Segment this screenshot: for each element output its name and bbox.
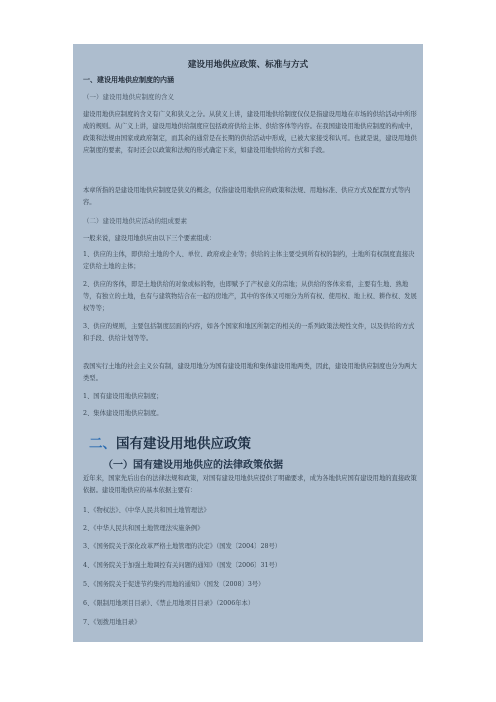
section2-heading bbox=[89, 432, 251, 452]
element-item-3: 3、供应的规则，主要包括制度层面的内容，如各个国家和地区所制定的相关的一系列政策法规性文件，以及供给的方式和手段、供给计划等等。 bbox=[83, 323, 415, 343]
paragraph-3: 一般来说，建设用地供应由以下三个要素组成： bbox=[83, 235, 216, 242]
law-item: 5、《国务院关于促进节约集约用地的通知》（国发〔2008〕3号） bbox=[83, 581, 265, 588]
law-item: 7、《划拨用地目录》 bbox=[83, 619, 141, 626]
element-item-1: 1、供应的主体，即供给土地的个人、单位、政府或企业等；供给的主体主要受到所有权的制约，土地所有权制度直接决定供给土地的主体； bbox=[83, 251, 415, 271]
type-item-2: 2、集体建设用地供应制度。 bbox=[83, 410, 163, 417]
paragraph-5: 近年来，国家先后出台的法律法规和政策，对国有建设用地供应提供了明确要求，成为各地供应国有建设用地的直接政策依据。建设用地供应的基本依据主要有： bbox=[83, 475, 417, 495]
document-title: 建设用地供应政策、标准与方式 bbox=[187, 60, 309, 70]
paragraph-2: 本章所指的是建设用地供应制度是狭义的概念，仅指建设用地供应的政策和法规、用地标准、供应方式及配置方式等内容。 bbox=[83, 187, 411, 207]
law-item: 1、《物权法》、《中华人民共和国土地管理法》 bbox=[83, 507, 210, 514]
subsection1-heading: （一）建设用地供应制度的含义 bbox=[83, 93, 174, 101]
paragraph-4: 我国实行土地的社会主义公有制，建设用地分为国有建设用地和集体建设用地两类，因此，建设用地供应制度也分为两大类型。 bbox=[83, 363, 417, 383]
element-item-2: 2、供应的客体，即是土地供给的对象或标的物，也即赋予了产权意义的宗地；从供给的客体来看，主要有生地、熟地等，有独立的土地，也有与建筑物结合在一起的房地产，其中的客体又可细分为所有权、使用权、地上权、耕作权、发展权等等； bbox=[83, 281, 417, 313]
type-item-1: 1、国有建设用地供应制度； bbox=[83, 393, 163, 400]
law-item: 6、《限制用地项目目录》、《禁止用地项目目录》（2006年本） bbox=[83, 600, 255, 607]
document-page bbox=[73, 44, 423, 642]
section2-number: 二、 bbox=[89, 436, 116, 452]
law-item: 2、《中华人民共和国土地管理法实施条例》 bbox=[83, 525, 204, 532]
law-item: 3、《国务院关于深化改革严格土地管理的决定》（国发〔2004〕28号） bbox=[83, 543, 282, 550]
section1-heading: 一、建设用地供应制度的内涵 bbox=[83, 75, 174, 84]
section2-text: 国有建设用地供应政策 bbox=[116, 436, 251, 452]
law-item: 4、《国务院关于加强土地调控有关问题的通知》（国发〔2006〕31号） bbox=[83, 562, 282, 569]
section2-subheading: （一）国有建设用地供应的法律政策依据 bbox=[103, 460, 283, 471]
paragraph-1: 建设用地供应制度的含义有广义和狭义之分。从狭义上讲，建设用地供给制度仅仅是指建设用地在市场的供给活动中所形成的规则。从广义上讲，建设用地供给制度应包括政府供给主体、供给客体等内容。在我国建设用地供应制度的构成中，政策和法规由国家或政府制定，而其余的通常是在长期的供给活动中形成，已被大家接受和认可。也就是说，建设用地供应制度的要素，有时还会以政策和法规的形式确定下来，如建设用地供给的方式和手段。 bbox=[83, 111, 417, 155]
subsection2-heading: （二）建设用地供应活动的组成要素 bbox=[83, 217, 187, 225]
